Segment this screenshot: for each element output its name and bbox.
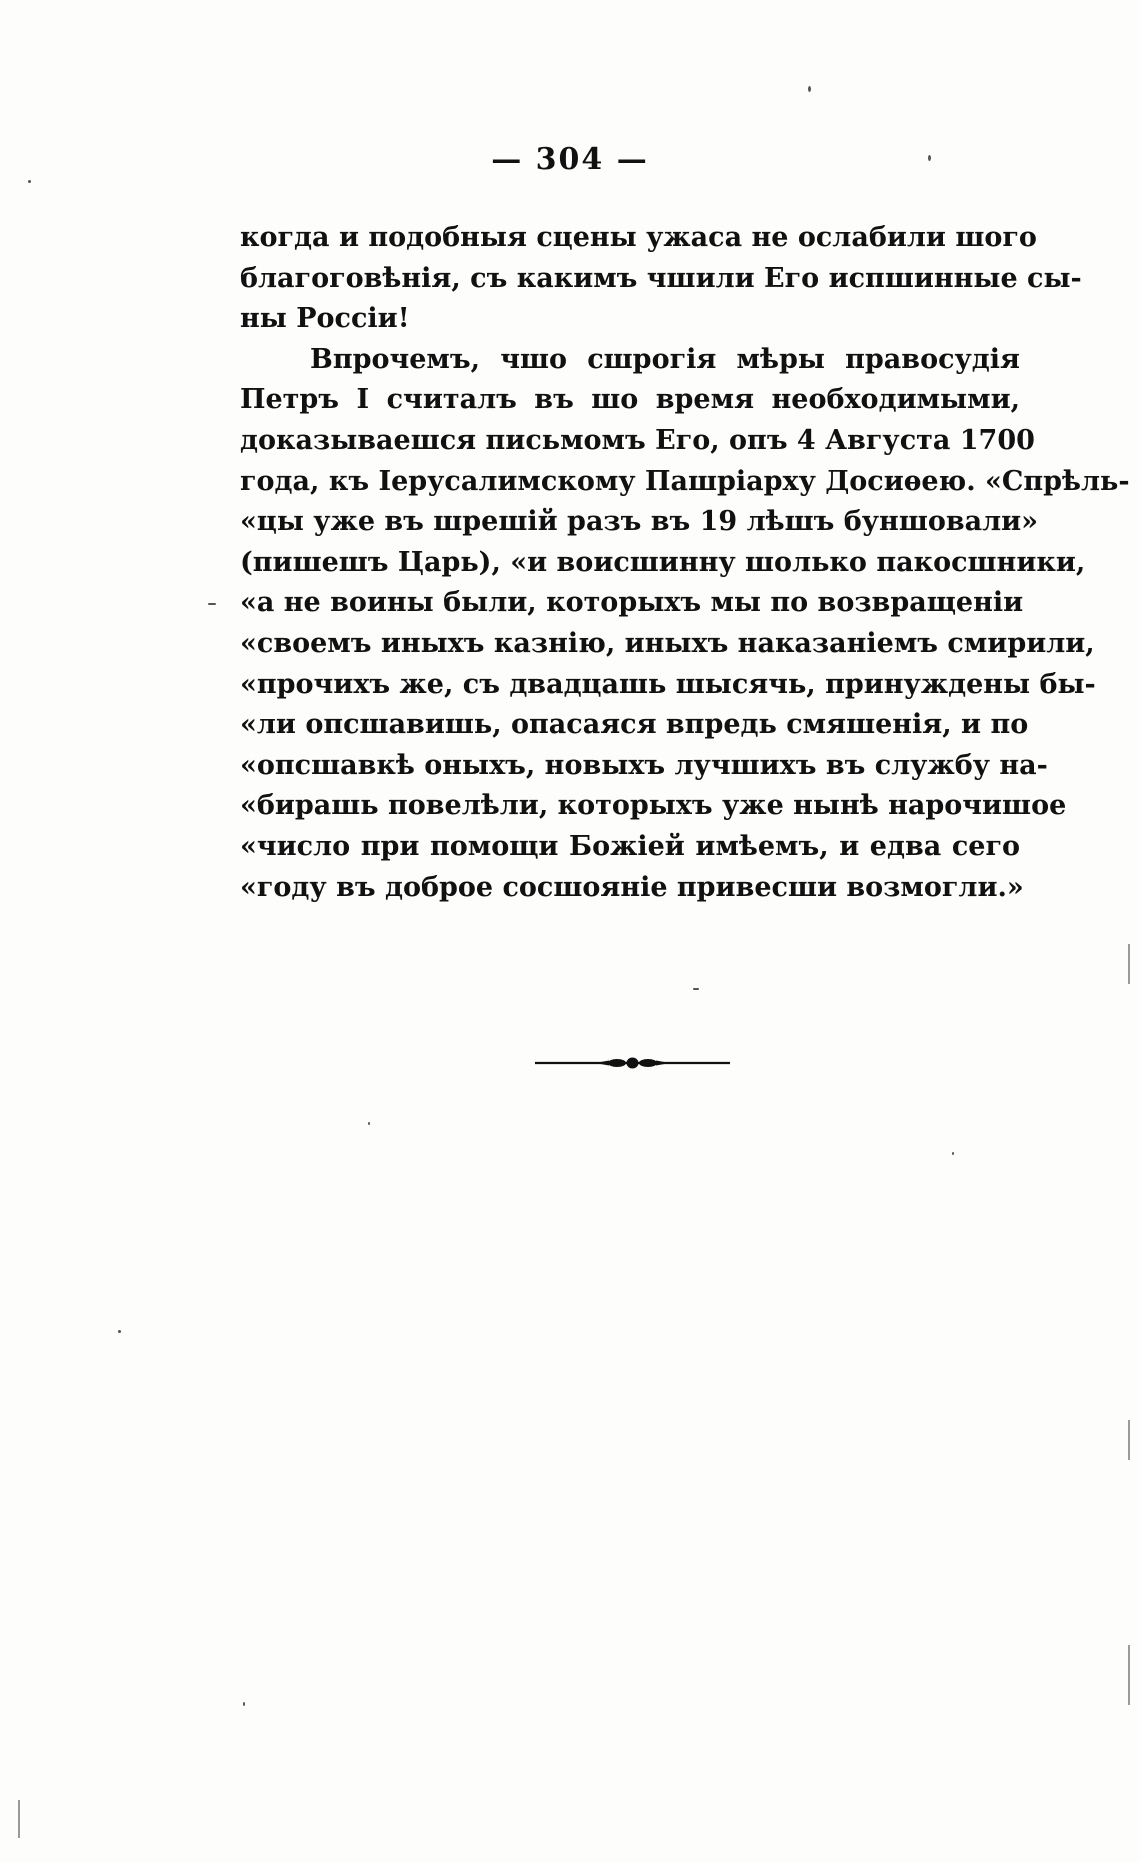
speck [118, 1330, 121, 1333]
text-line: (пишешъ Царь), «и воисшинну шолько пакосшники, [240, 546, 1086, 578]
text-line: «число при помощи Божіей имѣемъ, и едва сего [240, 830, 1020, 862]
text-line: Петръ I считалъ въ шо время необходимыми, [240, 384, 1020, 416]
text-line: «опсшавкѣ оныхъ, новыхъ лучшихъ въ службу на- [240, 749, 1048, 781]
speck [368, 1122, 370, 1125]
text-line: доказываешся письмомъ Его, опъ 4 Августа 1700 [240, 424, 1035, 456]
end-ornament [535, 1056, 730, 1070]
text-line: «году въ доброе сосшояніе привесши возмогли.» [240, 871, 1024, 903]
text-line: Впрочемъ, чшо сшрогія мѣры правосудія [310, 343, 1020, 375]
text-line: года, къ Іерусалимскому Пашріарху Досиѳею. «Спрѣль- [240, 465, 1130, 497]
speck [208, 603, 216, 605]
edge-mark [18, 1800, 20, 1838]
edge-mark [1128, 944, 1130, 984]
text-line: «прочихъ же, съ двадцашь шысячь, принуждены бы- [240, 668, 1096, 700]
page-number: — 304 — [491, 142, 649, 177]
text-line: когда и подобныя сцены ужаса не ослабили шого [240, 222, 1037, 253]
text-line: «бирашь повелѣли, которыхъ уже нынѣ нарочишое [240, 790, 1067, 822]
speck [28, 180, 31, 183]
speck [808, 86, 811, 92]
speck [243, 1702, 245, 1706]
text-line: «а не воины были, которыхъ мы по возвращеніи [240, 587, 1024, 619]
speck [952, 1152, 954, 1155]
text-line: «своемъ иныхъ казнію, иныхъ наказаніемъ смирили, [240, 627, 1095, 659]
speck [693, 988, 699, 990]
edge-mark [1128, 1420, 1130, 1460]
text-line: «цы уже въ шрешій разъ въ 19 лѣшъ буншовали» [240, 506, 1039, 538]
text-line: ны Россіи! [240, 303, 410, 335]
text-line: «ли опсшавишь, опасаяся впредь смяшенія, и по [240, 709, 1029, 741]
speck [928, 155, 931, 161]
body-text [240, 218, 1130, 908]
edge-mark [1128, 1645, 1130, 1705]
text-line: благоговѣнія, съ какимъ чшили Его испшинные сы- [240, 262, 1082, 294]
